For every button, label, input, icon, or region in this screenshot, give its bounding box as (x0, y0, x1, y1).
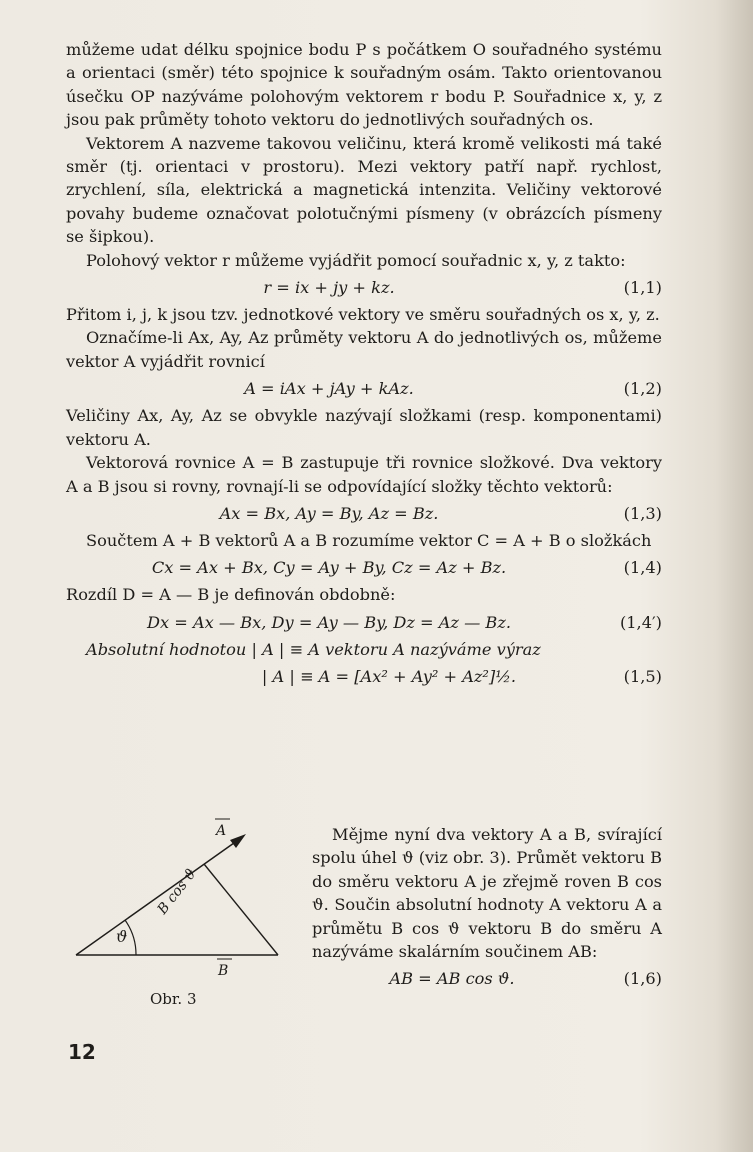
paragraph-8: Součtem A + B vektorů A a B rozumíme vektor C = A + B o složkách (86, 530, 652, 550)
side-text (312, 823, 662, 994)
paragraph-6: Veličiny Ax, Ay, Az se obvykle nazývají složkami (resp. komponentami) vektoru A. (66, 406, 662, 449)
equation-1-3 (66, 501, 662, 526)
paragraph-4: Přitom i, j, k jsou tzv. jednotkové vektory ve směru souřadných os x, y, z. (66, 305, 660, 325)
paragraph-1: můžeme udat délku spojnice bodu P s počátkem O souřadného systému a orientaci (směr) této spojnice k souřadným osám. Takto orientovanou úsečku OP nazýváme polohovým vektorem r bodu P. Souřadnice x, y, z jsou pak průměty tohoto vektoru do jednotlivých souřadných os. (66, 40, 662, 130)
figure-caption: Obr. 3 (150, 990, 197, 1008)
paragraph-5: Označíme-li Ax, Ay, Az průměty vektoru A do jednotlivých os, můžeme vektor A vyjádřit rovnicí (66, 328, 662, 371)
equation-formula: r = ix + jy + kz. (263, 277, 395, 297)
equation-1-1 (66, 275, 662, 300)
figure-3-vector-diagram (66, 815, 311, 1010)
page-number: 12 (68, 1040, 96, 1064)
projection-label: B cos ϑ (154, 866, 200, 918)
paragraph-9: Rozdíl D = A — B je definován obdobně: (66, 585, 396, 605)
equation-1-2 (66, 376, 662, 401)
equation-1-4 (66, 555, 662, 580)
paragraph-2: Vektorem A nazveme takovou veličinu, která kromě velikosti má také směr (tj. orientaci v prostoru). Mezi vektory patří např. rychlost, zrychlení, síla, elektrická a magnetická intenzita. Veličiny vektorové povahy budeme označovat polotučnými písmeny (v obrázcích písmeny se šipkou). (66, 133, 662, 247)
equation-1-5 (66, 664, 662, 689)
main-text (66, 38, 662, 692)
equation-number: (1,4′) (619, 612, 662, 632)
vector-a-label: A (216, 823, 227, 839)
equation-number: (1,1) (623, 277, 662, 297)
equation-formula: AB = AB cos ϑ. (389, 969, 515, 989)
equation-number: (1,2) (623, 379, 662, 399)
projection-line (204, 864, 278, 955)
vector-diagram-svg (66, 815, 311, 990)
equation-formula: Ax = Bx, Ay = By, Az = Bz. (219, 503, 439, 523)
angle-label: ϑ (116, 927, 128, 946)
equation-number: (1,6) (623, 969, 662, 989)
equation-1-4-prime (66, 610, 662, 635)
paragraph-10: Absolutní hodnotou | A | ≡ A vektoru A nazýváme výraz (86, 639, 541, 659)
paragraph-11: Mějme nyní dva vektory A a B, svírající spolu úhel ϑ (viz obr. 3). Průmět vektoru B do směru vektoru A je zřejmě roven B cos ϑ. Součin absolutní hodnoty A vektoru A a průmětu B cos ϑ vektoru B do směru A nazýváme skalárním součinem AB: (312, 825, 662, 962)
vector-b-label: B (218, 963, 229, 979)
vector-a-line (76, 838, 241, 955)
paragraph-7: Vektorová rovnice A = B zastupuje tři rovnice složkové. Dva vektory A a B jsou si rovny, rovnají-li se odpovídající složky těchto vektorů: (66, 453, 662, 496)
equation-number: (1,4) (623, 558, 662, 578)
equation-number: (1,3) (623, 503, 662, 523)
paragraph-3: Polohový vektor r můžeme vyjádřit pomocí souřadnic x, y, z takto: (86, 250, 626, 270)
vector-a-arrowhead (230, 834, 246, 848)
equation-1-6 (312, 966, 662, 991)
equation-formula: Cx = Ax + Bx, Cy = Ay + By, Cz = Az + Bz. (151, 558, 507, 578)
equation-formula: A = iAx + jAy + kAz. (244, 379, 414, 399)
equation-formula: Dx = Ax — Bx, Dy = Ay — By, Dz = Az — Bz. (146, 612, 512, 632)
equation-formula: | A | ≡ A = [Ax² + Ay² + Az²]½. (261, 666, 517, 686)
equation-number: (1,5) (623, 666, 662, 686)
